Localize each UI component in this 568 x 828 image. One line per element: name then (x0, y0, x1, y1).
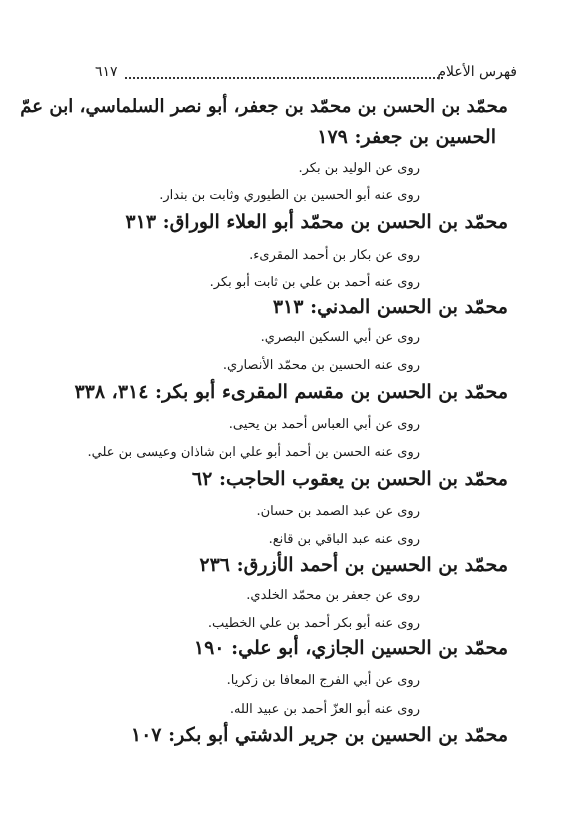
entry-narrated-by: روى عنه أبو العزّ أحمد بن عبيد الله. (229, 702, 420, 717)
entry-narrated-from: روى عن جعفر بن محمّد الخلدي. (246, 588, 420, 603)
entry-narrated-by: روى عنه الحسن بن أحمد أبو علي ابن شاذان وعيسى بن علي. (87, 445, 420, 460)
entry-narrated-from: روى عن بكار بن أحمد المقرىء. (249, 248, 420, 263)
entry-heading: محمّد بن الحسين الجازي، أبو علي: ١٩٠ (193, 637, 508, 659)
entry-narrated-from: روى عن عبد الصمد بن حسان. (256, 504, 420, 519)
entry-heading: محمّد بن الحسن بن مقسم المقرىء أبو بكر: ٣١٤، ٣٣٨ (74, 381, 508, 403)
entry-narrated-from: روى عن أبي العباس أحمد بن يحيى. (228, 417, 420, 432)
entry-narrated-from: روى عن أبي الفرج المعافا بن زكريا. (226, 673, 420, 688)
entry-heading: محمّد بن الحسن بن محمّد بن جعفر، أبو نصر السلماسي، ابن عمّ (20, 96, 508, 117)
entry-heading: محمّد بن الحسين بن جرير الدشتي أبو بكر: ١٠٧ (130, 724, 508, 746)
entry-narrated-by: روى عنه عبد الباقي بن قانع. (268, 532, 420, 547)
entry-narrated-from: روى عن الوليد بن بكر. (298, 161, 420, 176)
entry-narrated-by: روى عنه الحسين بن محمّد الأنصاري. (222, 358, 420, 373)
index-title: فهرس الأعلام (437, 64, 517, 80)
entry-narrated-from: روى عن أبي السكين البصري. (260, 330, 420, 345)
entry-heading: محمّد بن الحسن بن يعقوب الحاجب: ٦٢ (191, 468, 508, 490)
entry-heading: محمّد بن الحسن المدني: ٣١٣ (272, 296, 508, 318)
page-number: ٦١٧ (95, 64, 118, 80)
entry-heading: محمّد بن الحسن بن محمّد أبو العلاء الوراق: ٣١٣ (125, 211, 508, 233)
entry-narrated-by: روى عنه أحمد بن علي بن ثابت أبو بكر. (209, 275, 420, 290)
entry-narrated-by: روى عنه أبو بكر أحمد بن علي الخطيب. (207, 616, 420, 631)
entry-heading-continuation: الحسين بن جعفر: ١٧٩ (317, 126, 496, 148)
entry-heading: محمّد بن الحسين بن أحمد الأزرق: ٢٣٦ (199, 554, 508, 576)
entry-narrated-by: روى عنه أبو الحسين بن الطيوري وثابت بن بندار. (159, 188, 420, 203)
